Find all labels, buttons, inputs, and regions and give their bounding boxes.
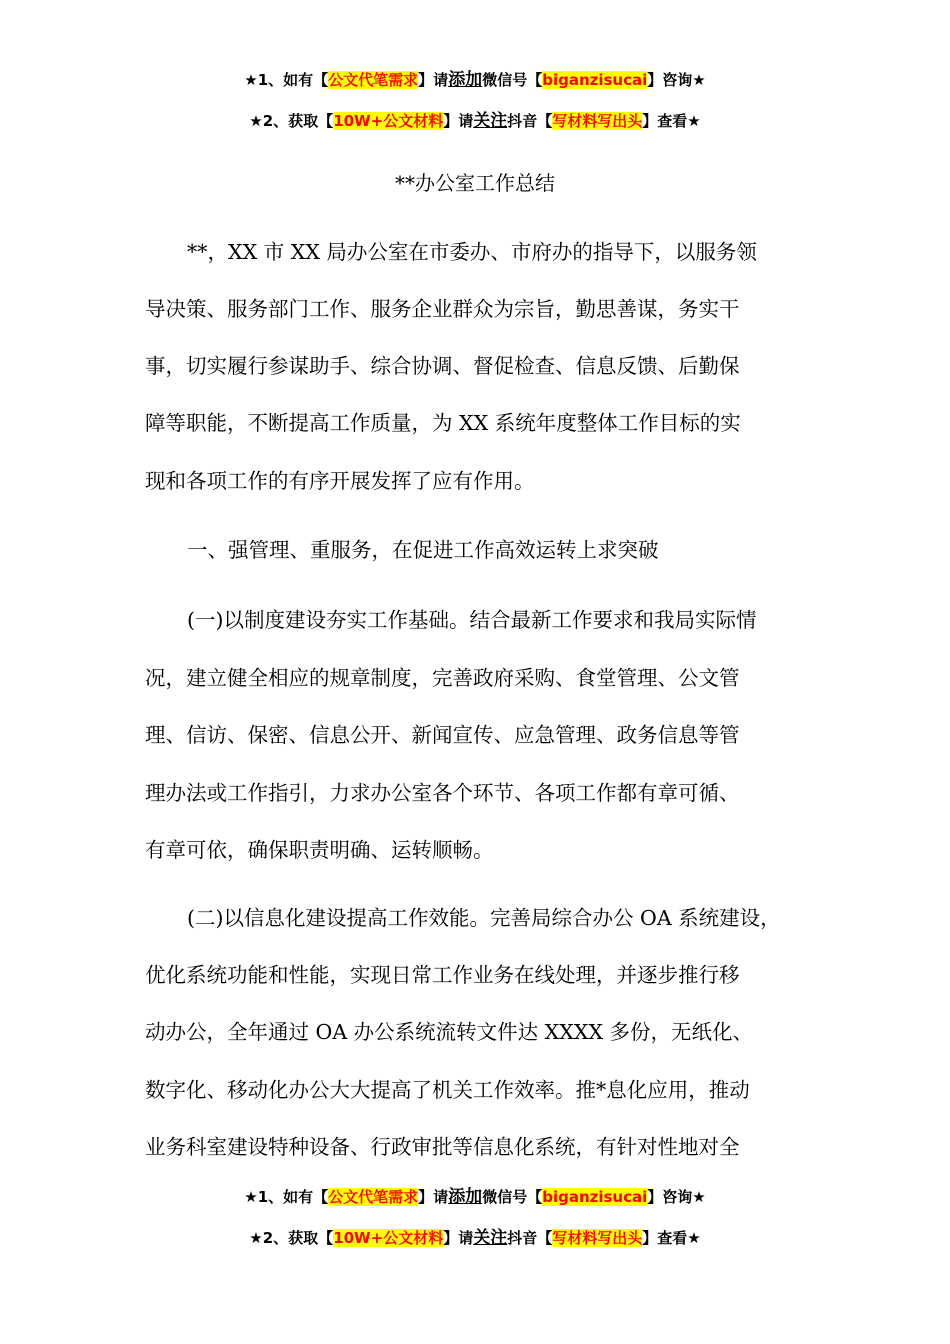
banner-text: 】请 — [418, 1188, 449, 1206]
paragraph-1-line-2: 导决策、服务部门工作、服务企业群众为宗旨，勤思善谋，务实干 — [145, 297, 740, 321]
paragraph-2-line-3: 理、信访、保密、信息公开、新闻宣传、应急管理、政务信息等管 — [145, 723, 740, 747]
section-heading-1: 一、强管理、重服务，在促进工作高效运转上求突破 — [187, 538, 659, 562]
banner-text: ★2、获取【 — [249, 112, 334, 130]
banner-highlight-douyin: 写材料写出头 — [552, 112, 643, 130]
banner-emphasis-add: 添加 — [448, 70, 483, 90]
paragraph-3-line-1: (二)以信息化建设提高工作效能。完善局综合办公 OA 系统建设， — [187, 906, 781, 930]
paragraph-1-line-1: **，XX 市 XX 局办公室在市委办、市府办的指导下，以服务领 — [187, 240, 757, 264]
banner-text: 微信号【 — [482, 1188, 543, 1206]
banner-highlight-wechat-id: biganzisucai — [542, 71, 648, 89]
banner-text: 】请 — [443, 1229, 474, 1247]
paragraph-1-line-4: 障等职能，不断提高工作质量，为 XX 系统年度整体工作目标的实 — [145, 411, 741, 435]
paragraph-1-line-3: 事，切实履行参谋助手、综合协调、督促检查、信息反馈、后勤保 — [145, 354, 740, 378]
document-title: **办公室工作总结 — [395, 171, 555, 195]
paragraph-3-line-5: 业务科室建设特种设备、行政审批等信息化系统，有针对性地对全 — [145, 1135, 740, 1159]
paragraph-3-line-2: 优化系统功能和性能，实现日常工作业务在线处理，并逐步推行移 — [145, 963, 740, 987]
banner-text: 】查看★ — [642, 1229, 701, 1247]
paragraph-3-line-4: 数字化、移动化办公大大提高了机关工作效率。推*息化应用，推动 — [145, 1078, 750, 1102]
paragraph-2-line-4: 理办法或工作指引，力求办公室各个环节、各项工作都有章可循、 — [145, 781, 740, 805]
banner-highlight-service: 公文代笔需求 — [328, 71, 419, 89]
bottom-banner-line-1 — [0, 1186, 950, 1208]
banner-emphasis-follow: 关注 — [473, 111, 508, 131]
top-banner-line-2 — [0, 110, 950, 132]
banner-highlight-service: 公文代笔需求 — [328, 1188, 419, 1206]
top-banner-line-1 — [0, 69, 950, 91]
banner-text: ★1、如有【 — [244, 1188, 329, 1206]
banner-highlight-materials: 10W+公文材料 — [333, 1229, 444, 1247]
paragraph-1-line-5: 现和各项工作的有序开展发挥了应有作用。 — [145, 469, 535, 493]
banner-highlight-materials: 10W+公文材料 — [333, 112, 444, 130]
bottom-banner-line-2 — [0, 1227, 950, 1249]
banner-text: 】请 — [443, 112, 474, 130]
paragraph-2-line-1: (一)以制度建设夯实工作基础。结合最新工作要求和我局实际情 — [187, 608, 757, 632]
banner-text: ★2、获取【 — [249, 1229, 334, 1247]
paragraph-2-line-2: 况，建立健全相应的规章制度，完善政府采购、食堂管理、公文管 — [145, 666, 740, 690]
banner-text: 】咨询★ — [647, 1188, 706, 1206]
banner-highlight-douyin: 写材料写出头 — [552, 1229, 643, 1247]
banner-text: 】请 — [418, 71, 449, 89]
banner-text: 】查看★ — [642, 112, 701, 130]
banner-text: 抖音【 — [507, 112, 553, 130]
banner-text: ★1、如有【 — [244, 71, 329, 89]
paragraph-2-line-5: 有章可依，确保职责明确、运转顺畅。 — [145, 838, 494, 862]
banner-text: 】咨询★ — [647, 71, 706, 89]
paragraph-3-line-3: 动办公，全年通过 OA 办公系统流转文件达 XXXX 多份，无纸化、 — [145, 1020, 754, 1044]
banner-text: 微信号【 — [482, 71, 543, 89]
banner-text: 抖音【 — [507, 1229, 553, 1247]
banner-emphasis-add: 添加 — [448, 1187, 483, 1207]
banner-emphasis-follow: 关注 — [473, 1228, 508, 1248]
banner-highlight-wechat-id: biganzisucai — [542, 1188, 648, 1206]
